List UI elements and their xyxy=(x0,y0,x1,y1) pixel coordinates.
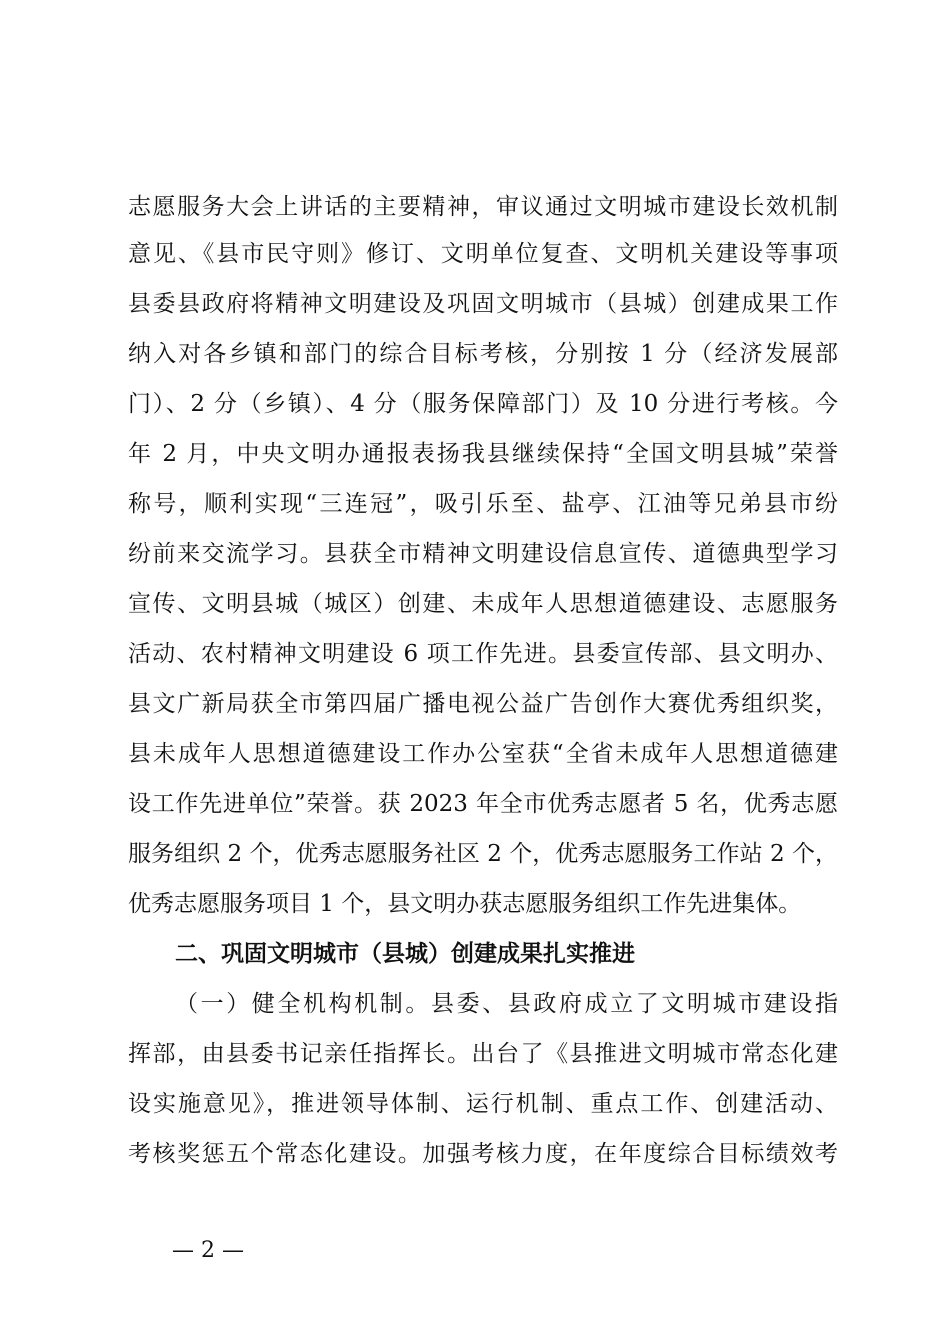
text-line: 县未成年人思想道德建设工作办公室获“全省未成年人思想道德建 xyxy=(128,741,838,767)
text-line: 称号，顺利实现“三连冠”，吸引乐至、盐亭、江油等兄弟县市纷 xyxy=(128,491,838,517)
text-line: 设工作先进单位”荣誉。获 2023 年全市优秀志愿者 5 名，优秀志愿 xyxy=(128,791,838,817)
text-line: 服务组织 2 个，优秀志愿服务社区 2 个，优秀志愿服务工作站 2 个， xyxy=(128,841,838,867)
text-line: 纷前来交流学习。县获全市精神文明建设信息宣传、道德典型学习 xyxy=(128,541,838,567)
text-line: 门）、2 分（乡镇）、4 分（服务保障部门）及 10 分进行考核。今 xyxy=(128,391,838,417)
text-line: 活动、农村精神文明建设 6 项工作先进。县委宣传部、县文明办、 xyxy=(128,641,838,667)
section-heading: 二、巩固文明城市（县城）创建成果扎实推进 xyxy=(175,941,635,967)
text-line: 设实施意见》，推进领导体制、运行机制、重点工作、创建活动、 xyxy=(128,1091,838,1117)
text-line: 意见、《县市民守则》修订、文明单位复查、文明机关建设等事项 xyxy=(128,241,838,267)
text-line: 县文广新局获全市第四届广播电视公益广告创作大赛优秀组织奖， xyxy=(128,691,838,717)
text-line: 挥部，由县委书记亲任指挥长。出台了《县推进文明城市常态化建 xyxy=(128,1041,838,1067)
text-line: 优秀志愿服务项目 1 个，县文明办获志愿服务组织工作先进集体。 xyxy=(128,891,802,917)
text-line: 考核奖惩五个常态化建设。加强考核力度，在年度综合目标绩效考 xyxy=(128,1141,838,1167)
text-line: 年 2 月，中央文明办通报表扬我县继续保持“全国文明县城”荣誉 xyxy=(128,441,838,467)
page-number: — 2 — xyxy=(172,1238,244,1263)
text-line: 纳入对各乡镇和部门的综合目标考核，分别按 1 分（经济发展部 xyxy=(128,341,838,367)
text-line: 志愿服务大会上讲话的主要精神，审议通过文明城市建设长效机制 xyxy=(128,194,838,220)
text-line: 县委县政府将精神文明建设及巩固文明城市（县城）创建成果工作 xyxy=(128,291,838,317)
text-line: （一）健全机构机制。县委、县政府成立了文明城市建设指 xyxy=(175,991,838,1017)
text-line: 宣传、文明县城（城区）创建、未成年人思想道德建设、志愿服务 xyxy=(128,591,838,617)
